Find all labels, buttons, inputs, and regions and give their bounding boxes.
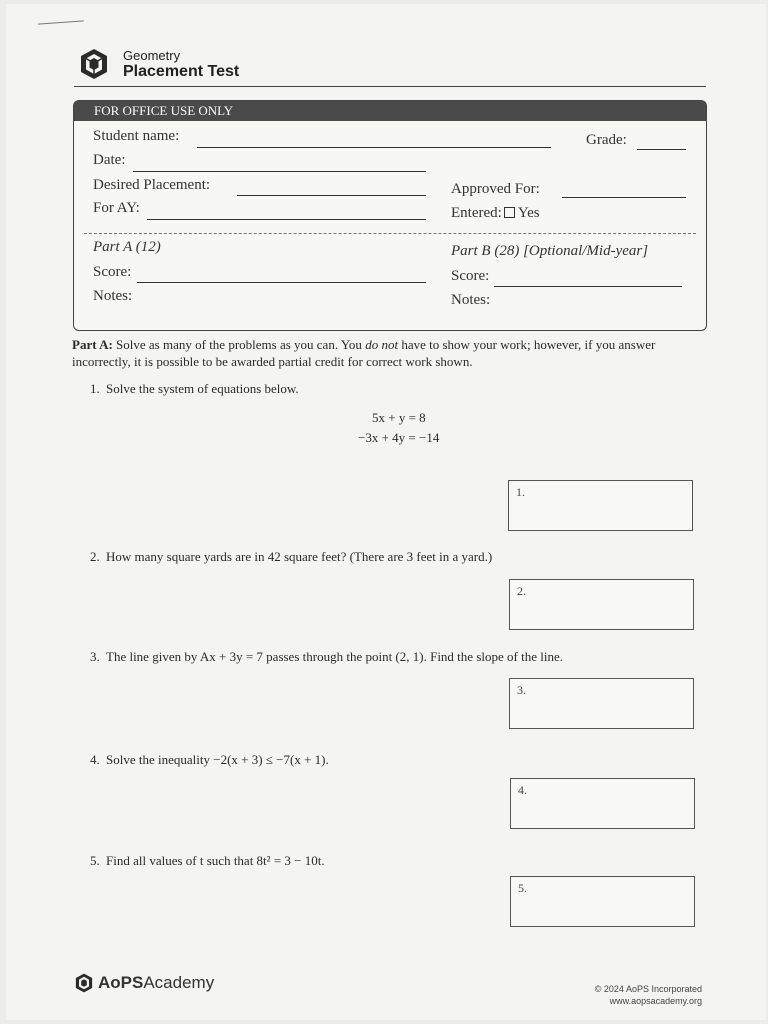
aops-logo-icon: [74, 973, 94, 993]
equation-1: 5x + y = 8: [372, 410, 426, 425]
for-ay-field[interactable]: [147, 219, 426, 220]
question-text: Solve the inequality −2(x + 3) ≤ −7(x + 1).: [106, 752, 329, 767]
date-label: Date:: [93, 152, 126, 168]
answer-box-label: 4.: [518, 783, 527, 797]
question-text: The line given by Ax + 3y = 7 passes through the point (2, 1). Find the slope of the line.: [106, 649, 563, 664]
footer-brand-rest: Academy: [143, 973, 215, 992]
checkbox-icon[interactable]: [504, 207, 515, 218]
answer-box-5[interactable]: [510, 876, 695, 927]
instructions-text-2: have to show your work; however, if you answer incorrectly, it is possible to be awarded partial credit for correct work shown.: [72, 337, 656, 369]
entered-yes-label: Yes: [517, 205, 540, 221]
approved-for-field[interactable]: [562, 197, 686, 198]
part-a-instructions: [72, 336, 712, 370]
part-a-score-field[interactable]: [137, 282, 426, 283]
part-b-score-label: Score:: [451, 268, 490, 284]
page-title: Placement Test: [123, 63, 240, 80]
part-a-score-label: Score:: [93, 264, 132, 280]
answer-box-label: 1.: [516, 485, 525, 499]
grade-field[interactable]: [637, 149, 686, 150]
instructions-text-1: Solve as many of the problems as you can. You: [112, 337, 366, 352]
footer-brand: [98, 973, 214, 993]
part-b-score-field[interactable]: [494, 286, 682, 287]
answer-box-label: 2.: [517, 584, 526, 598]
copyright-text: © 2024 AoPS Incorporated: [594, 984, 702, 994]
question-text: How many square yards are in 42 square feet? (There are 3 feet in a yard.): [106, 549, 493, 564]
question-number: 2.: [90, 549, 100, 564]
part-b-notes-label: Notes:: [451, 292, 491, 308]
part-b-label: Part B (28) [Optional/Mid-year]: [451, 243, 649, 259]
student-name-field[interactable]: [197, 147, 551, 148]
question-1: [90, 381, 299, 397]
student-name-label: Student name:: [93, 128, 180, 144]
footer-copyright: [595, 983, 702, 1007]
answer-box-3[interactable]: [509, 678, 694, 729]
entered-label: Entered:: [451, 205, 502, 221]
grade-label: Grade:: [586, 132, 627, 148]
placement-test-page: [6, 4, 766, 1020]
header-divider: [74, 86, 706, 87]
answer-box-1[interactable]: [508, 480, 693, 531]
part-a-heading: Part A:: [72, 337, 113, 352]
dashed-divider: [84, 233, 696, 234]
part-a-label: Part A (12): [93, 239, 161, 255]
answer-box-label: 3.: [517, 683, 526, 697]
question-number: 4.: [90, 752, 100, 767]
equation-2: −3x + 4y = −14: [358, 430, 440, 445]
question-number: 1.: [90, 381, 100, 396]
question-3: [90, 649, 563, 665]
footer-brand-bold: AoPS: [98, 973, 144, 992]
answer-box-label: 5.: [518, 881, 527, 895]
header-subtitle: Geometry: [123, 48, 181, 63]
question-text: Solve the system of equations below.: [106, 381, 299, 396]
part-a-notes-label: Notes:: [93, 288, 133, 304]
instructions-emphasis: do not: [365, 337, 399, 352]
date-field[interactable]: [133, 171, 426, 172]
website-link[interactable]: www.aopsacademy.org: [609, 996, 702, 1006]
question-number: 3.: [90, 649, 100, 664]
office-banner: [74, 101, 706, 121]
office-use-box: [73, 100, 707, 331]
answer-box-2[interactable]: [509, 579, 694, 630]
pencil-mark: [38, 20, 84, 28]
desired-placement-label: Desired Placement:: [93, 177, 211, 193]
question-4: [90, 752, 329, 768]
approved-for-label: Approved For:: [451, 181, 540, 197]
entered-field: [451, 205, 540, 222]
question-2: [90, 549, 492, 565]
answer-box-4[interactable]: [510, 778, 695, 829]
desired-placement-field[interactable]: [237, 195, 426, 196]
office-banner-label: FOR OFFICE USE ONLY: [94, 103, 234, 118]
question-text: Find all values of t such that 8t² = 3 − 10t.: [106, 853, 325, 868]
question-number: 5.: [90, 853, 100, 868]
for-ay-label: For AY:: [93, 200, 140, 216]
question-5: [90, 853, 325, 869]
aops-logo-icon: [78, 48, 110, 80]
